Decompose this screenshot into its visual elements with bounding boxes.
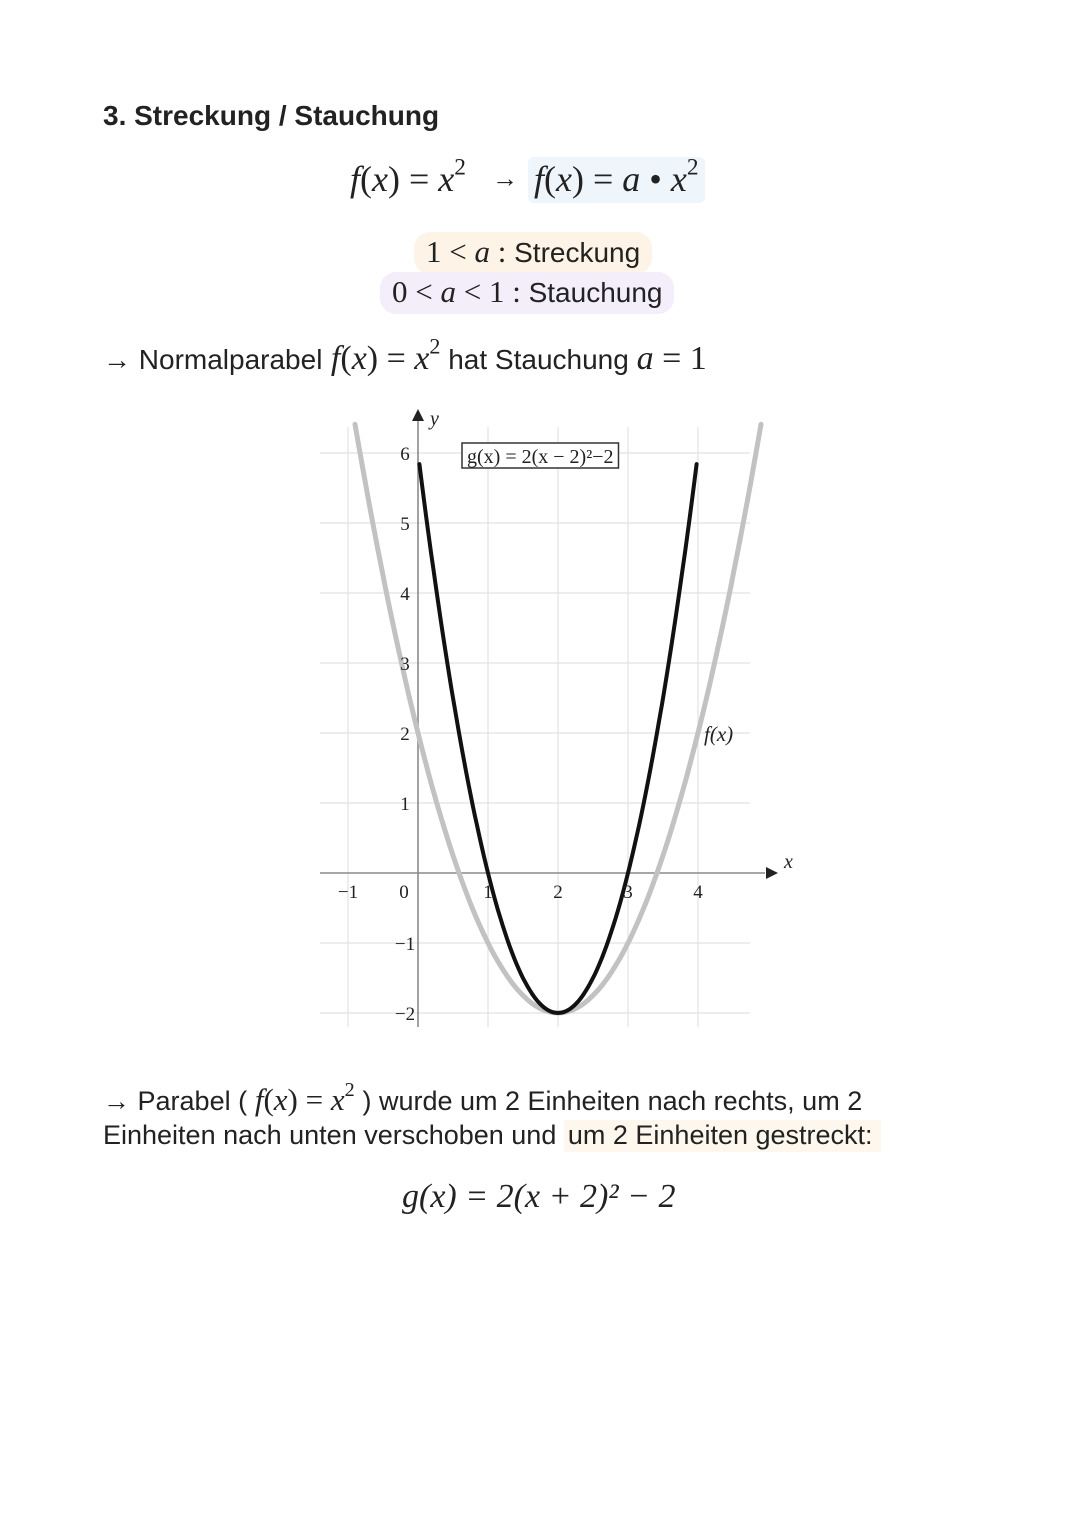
axes [320, 409, 778, 1027]
formula-normal: $f(x) = x^2$ [350, 154, 466, 199]
x-tick-label: 1 [483, 882, 493, 903]
x-tick-label: 4 [693, 882, 703, 903]
y-tick-label: 1 [400, 794, 410, 815]
y-tick-label: 5 [400, 514, 410, 535]
g-legend: g(x) = 2(x − 2)²−2 [467, 446, 614, 468]
normal-parabola-line: → Normalparabel $f(x) = x^2$ hat Stauchung a = 1 [103, 333, 707, 377]
arrow-icon: → [103, 344, 131, 375]
y-axis-label: y [430, 408, 439, 430]
y-tick-label: −2 [394, 1004, 416, 1025]
parabola-graph [300, 405, 793, 1035]
y-tick-label: 4 [400, 584, 410, 605]
tick-labels [338, 444, 703, 1025]
x-tick-label: −1 [337, 882, 359, 903]
x-axis-arrow-icon [766, 867, 778, 879]
y-tick-label: 2 [400, 724, 410, 745]
grid-lines [320, 427, 750, 1027]
formula-scaled: f(x) = a • $x^2$ [528, 157, 705, 203]
y-tick-label: 3 [400, 654, 410, 675]
y-tick-label: −1 [394, 934, 416, 955]
x-tick-label: 2 [553, 882, 563, 903]
f-label: f(x) [704, 722, 734, 746]
arrow-icon: → [103, 1086, 130, 1116]
arrow-icon: → [491, 164, 518, 193]
y-axis-arrow-icon [412, 409, 424, 421]
x-tick-label: 3 [623, 882, 633, 903]
section-heading: 3. Streckung / Stauchung [103, 100, 440, 131]
condition-stretch: 1 < a : Streckung [414, 232, 652, 274]
y-tick-label: 6 [400, 444, 410, 465]
formula-line [350, 154, 705, 200]
result-formula: g(x) = 2(x + 2)² − 2 [402, 1178, 676, 1215]
shift-description: → Parabel ( $f(x) = x^2$ ) wurde um 2 Einheiten nach rechts, um 2 Einheiten nach unten verschoben und um 2 Einheiten gestreckt: [103, 1083, 933, 1152]
x-axis-label: x [784, 851, 793, 873]
condition-compress: 0 < a < 1 : Stauchung [380, 272, 674, 314]
x-tick-label: 0 [399, 882, 409, 903]
